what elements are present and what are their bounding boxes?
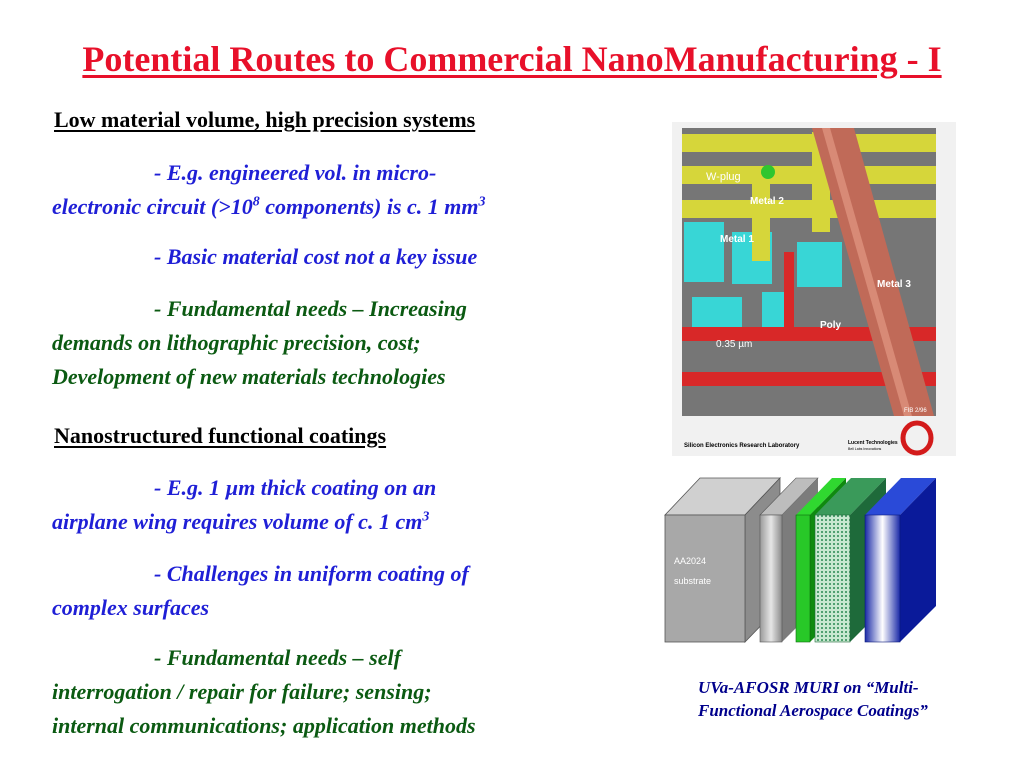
s2b1-text-a: - E.g. 1 [154,475,226,500]
diagram-caption [698,676,998,722]
section2-bullet2 [52,557,632,625]
s2b1-text-b: m thick coating on an [238,475,437,500]
section2-heading: Nanostructured functional coatings [54,423,387,448]
substrate-label-line2: substrate [674,576,712,586]
label-poly: Poly [820,320,842,331]
section2-bullet3 [52,641,632,743]
section2-bullet3-line2: interrogation / repair for failure; sensing; [52,679,432,704]
label-metal1: Metal 1 [720,234,754,245]
slide-title: Potential Routes to Commercial NanoManufacturing - I [82,39,942,79]
s2b1-sup: 3 [422,509,430,525]
bullet1-sup2: 3 [478,194,486,210]
s2b1-text-c: airplane wing requires volume of c. 1 cm [52,509,423,534]
caption-line2: Functional Aerospace Coatings” [698,701,928,720]
caption-line1: UVa-AFOSR MURI on “Multi- [698,678,919,697]
micrograph-footer-left: Silicon Electronics Research Laboratory [684,443,800,449]
section2-bullet1-line1 [52,471,632,505]
bullet1-text-b: electronic circuit (>10 [52,194,253,219]
label-metal3: Metal 3 [877,279,911,290]
section2-bullet2-line1: - Challenges in uniform coating of [154,561,469,586]
section1-bullet1-line2 [52,190,632,224]
section2-bullet2-line2: complex surfaces [52,595,210,620]
bullet1-sup1: 8 [252,194,260,210]
section2-bullet3-line3: internal communications; application methods [52,713,476,738]
section1-bullet3-line3: Development of new materials technologies [52,364,446,389]
micrograph-footer-right: Lucent Technologies [848,440,898,446]
bullet1-text-c: components) is c. 1 mm [259,194,479,219]
substrate-label-line1: AA2024 [674,556,707,566]
coating-layers-diagram [660,470,950,660]
section1-bullet1-line1: - E.g. engineered vol. in micro- [154,160,437,185]
label-metal2: Metal 2 [750,196,784,207]
section1-heading: Low material volume, high precision systems [54,107,476,132]
section2-bullet3-line1: - Fundamental needs – self [154,645,401,670]
micrograph-footer-right-sub: Bell Labs Innovations [848,447,882,451]
section1-bullet1 [52,156,632,224]
section1-bullet2-line1: - Basic material cost not a key issue [154,244,478,269]
section2-bullet1-line2 [52,505,632,539]
section1-bullet2 [52,240,632,274]
section2-bullet1 [52,471,632,539]
mu-symbol: µ [225,475,239,500]
sem-micrograph-image [672,122,956,456]
label-code: FIB 2/96 [904,408,927,414]
section1-bullet3-line2: demands on lithographic precision, cost; [52,330,421,355]
section1-bullet3-line1: - Fundamental needs – Increasing [154,296,467,321]
label-wplug: W-plug [706,171,741,183]
label-dimension: 0.35 µm [716,339,753,350]
section1-bullet3 [52,292,632,394]
